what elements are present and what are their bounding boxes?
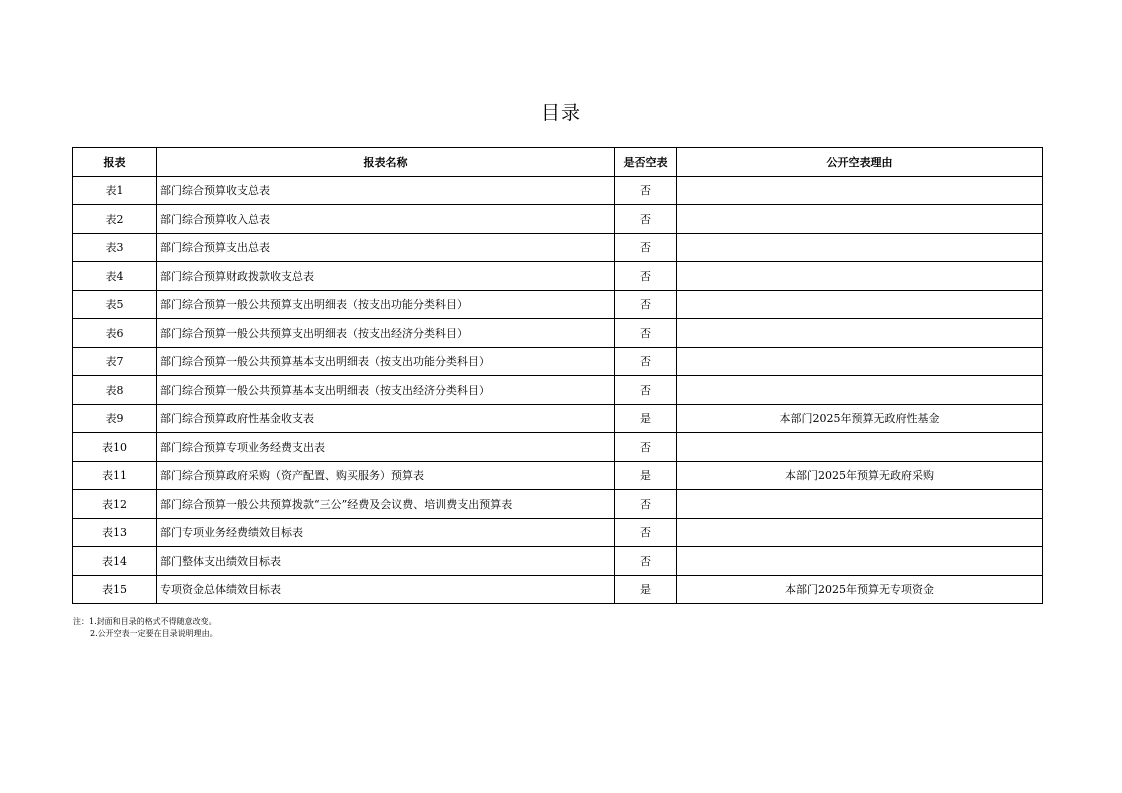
cell-code: 表2	[73, 205, 157, 234]
footnote-2: 2.公开空表一定要在目录说明理由。	[90, 629, 218, 638]
header-reason: 公开空表理由	[677, 148, 1043, 177]
table-row	[73, 176, 1043, 205]
footnote-1: 注：1.封面和目录的格式不得随意改变。	[73, 617, 217, 626]
page-title: 目录	[540, 102, 581, 124]
cell-is-empty: 否	[615, 518, 677, 547]
cell-is-empty: 否	[615, 262, 677, 291]
cell-is-empty: 否	[615, 176, 677, 205]
cell-is-empty: 否	[615, 547, 677, 576]
cell-reason: 本部门2025年预算无政府采购	[677, 461, 1043, 490]
table-row	[73, 461, 1043, 490]
cell-reason	[677, 205, 1043, 234]
cell-is-empty: 否	[615, 347, 677, 376]
cell-code: 表7	[73, 347, 157, 376]
cell-code: 表8	[73, 376, 157, 405]
table-row	[73, 404, 1043, 433]
cell-code: 表15	[73, 575, 157, 604]
cell-name: 部门综合预算收支总表	[157, 176, 615, 205]
cell-code: 表1	[73, 176, 157, 205]
table-row	[73, 518, 1043, 547]
cell-is-empty: 否	[615, 290, 677, 319]
cell-name: 部门综合预算政府采购（资产配置、购买服务）预算表	[157, 461, 615, 490]
cell-reason: 本部门2025年预算无专项资金	[677, 575, 1043, 604]
table-row	[73, 262, 1043, 291]
table-row	[73, 376, 1043, 405]
cell-is-empty: 否	[615, 205, 677, 234]
cell-name: 部门综合预算一般公共预算基本支出明细表（按支出功能分类科目）	[157, 347, 615, 376]
cell-reason: 本部门2025年预算无政府性基金	[677, 404, 1043, 433]
cell-code: 表3	[73, 233, 157, 262]
cell-code: 表11	[73, 461, 157, 490]
table-row	[73, 575, 1043, 604]
cell-reason	[677, 347, 1043, 376]
cell-reason	[677, 290, 1043, 319]
header-name: 报表名称	[157, 148, 615, 177]
cell-code: 表9	[73, 404, 157, 433]
table-row	[73, 490, 1043, 519]
cell-code: 表10	[73, 433, 157, 462]
cell-is-empty: 否	[615, 319, 677, 348]
toc-table	[72, 147, 1043, 604]
header-is-empty: 是否空表	[615, 148, 677, 177]
table-row	[73, 433, 1043, 462]
table-row	[73, 233, 1043, 262]
cell-reason	[677, 233, 1043, 262]
cell-reason	[677, 490, 1043, 519]
cell-reason	[677, 262, 1043, 291]
cell-is-empty: 否	[615, 490, 677, 519]
cell-is-empty: 是	[615, 461, 677, 490]
cell-is-empty: 是	[615, 575, 677, 604]
table-row	[73, 319, 1043, 348]
cell-name: 部门专项业务经费绩效目标表	[157, 518, 615, 547]
cell-reason	[677, 433, 1043, 462]
cell-is-empty: 否	[615, 433, 677, 462]
cell-code: 表14	[73, 547, 157, 576]
cell-name: 专项资金总体绩效目标表	[157, 575, 615, 604]
cell-code: 表5	[73, 290, 157, 319]
cell-code: 表6	[73, 319, 157, 348]
table-row	[73, 205, 1043, 234]
cell-reason	[677, 176, 1043, 205]
cell-name: 部门综合预算一般公共预算支出明细表（按支出经济分类科目）	[157, 319, 615, 348]
cell-name: 部门综合预算一般公共预算基本支出明细表（按支出经济分类科目）	[157, 376, 615, 405]
cell-name: 部门综合预算专项业务经费支出表	[157, 433, 615, 462]
table-row	[73, 290, 1043, 319]
cell-is-empty: 否	[615, 233, 677, 262]
cell-name: 部门综合预算政府性基金收支表	[157, 404, 615, 433]
footnotes	[73, 616, 218, 640]
cell-name: 部门综合预算一般公共预算支出明细表（按支出功能分类科目）	[157, 290, 615, 319]
cell-is-empty: 否	[615, 376, 677, 405]
cell-name: 部门综合预算财政拨款收支总表	[157, 262, 615, 291]
cell-reason	[677, 376, 1043, 405]
cell-code: 表4	[73, 262, 157, 291]
header-code: 报表	[73, 148, 157, 177]
cell-name: 部门综合预算收入总表	[157, 205, 615, 234]
cell-reason	[677, 547, 1043, 576]
cell-reason	[677, 518, 1043, 547]
cell-reason	[677, 319, 1043, 348]
cell-code: 表13	[73, 518, 157, 547]
cell-name: 部门综合预算支出总表	[157, 233, 615, 262]
table-header-row	[73, 148, 1043, 177]
cell-code: 表12	[73, 490, 157, 519]
table-row	[73, 347, 1043, 376]
table-row	[73, 547, 1043, 576]
cell-name: 部门综合预算一般公共预算拨款“三公”经费及会议费、培训费支出预算表	[157, 490, 615, 519]
cell-name: 部门整体支出绩效目标表	[157, 547, 615, 576]
cell-is-empty: 是	[615, 404, 677, 433]
